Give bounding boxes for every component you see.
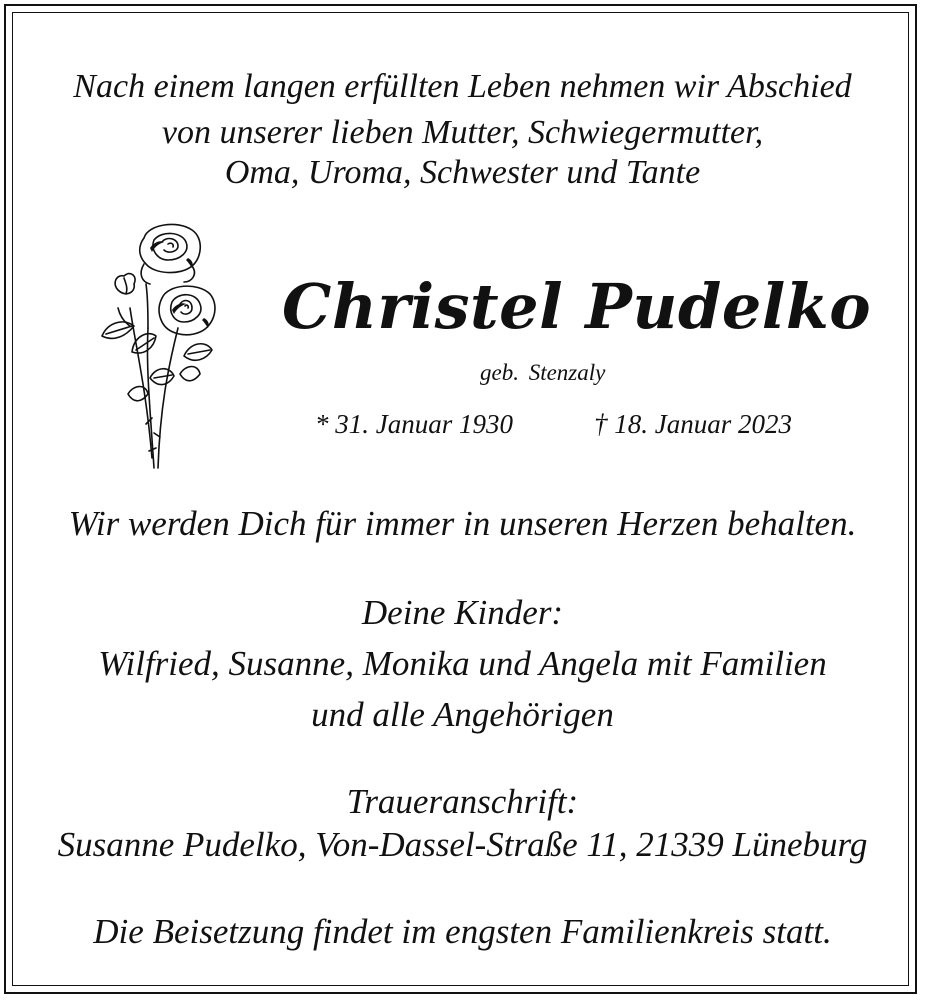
birth-name: geb. Stenzaly <box>480 360 606 385</box>
intro-line-2: von unserer lieben Mutter, Schwiegermutter, <box>161 114 764 151</box>
address-line: Susanne Pudelko, Von-Dassel-Straße 11, 21339 Lüneburg <box>57 825 868 864</box>
mourners-names: Wilfried, Susanne, Monika und Angela mit Familien <box>98 644 827 683</box>
deceased-name: Christel Pudelko <box>282 270 872 343</box>
intro-line-1: Nach einem langen erfüllten Leben nehmen wir Abschied <box>73 68 852 105</box>
intro-line-3: Oma, Uroma, Schwester und Tante <box>224 154 701 191</box>
birth-date: * 31. Januar 1930 <box>315 409 513 439</box>
roses-icon <box>88 218 228 480</box>
address-heading: Traueranschrift: <box>346 782 579 821</box>
motto: Wir werden Dich für immer in unseren Herzen behalten. <box>68 504 857 543</box>
mourners-others: und alle Angehörigen <box>311 695 614 734</box>
death-date: † 18. Januar 2023 <box>594 409 792 439</box>
funeral-note: Die Beisetzung findet im engsten Familienkreis statt. <box>93 912 832 951</box>
mourners-heading: Deine Kinder: <box>361 593 564 632</box>
